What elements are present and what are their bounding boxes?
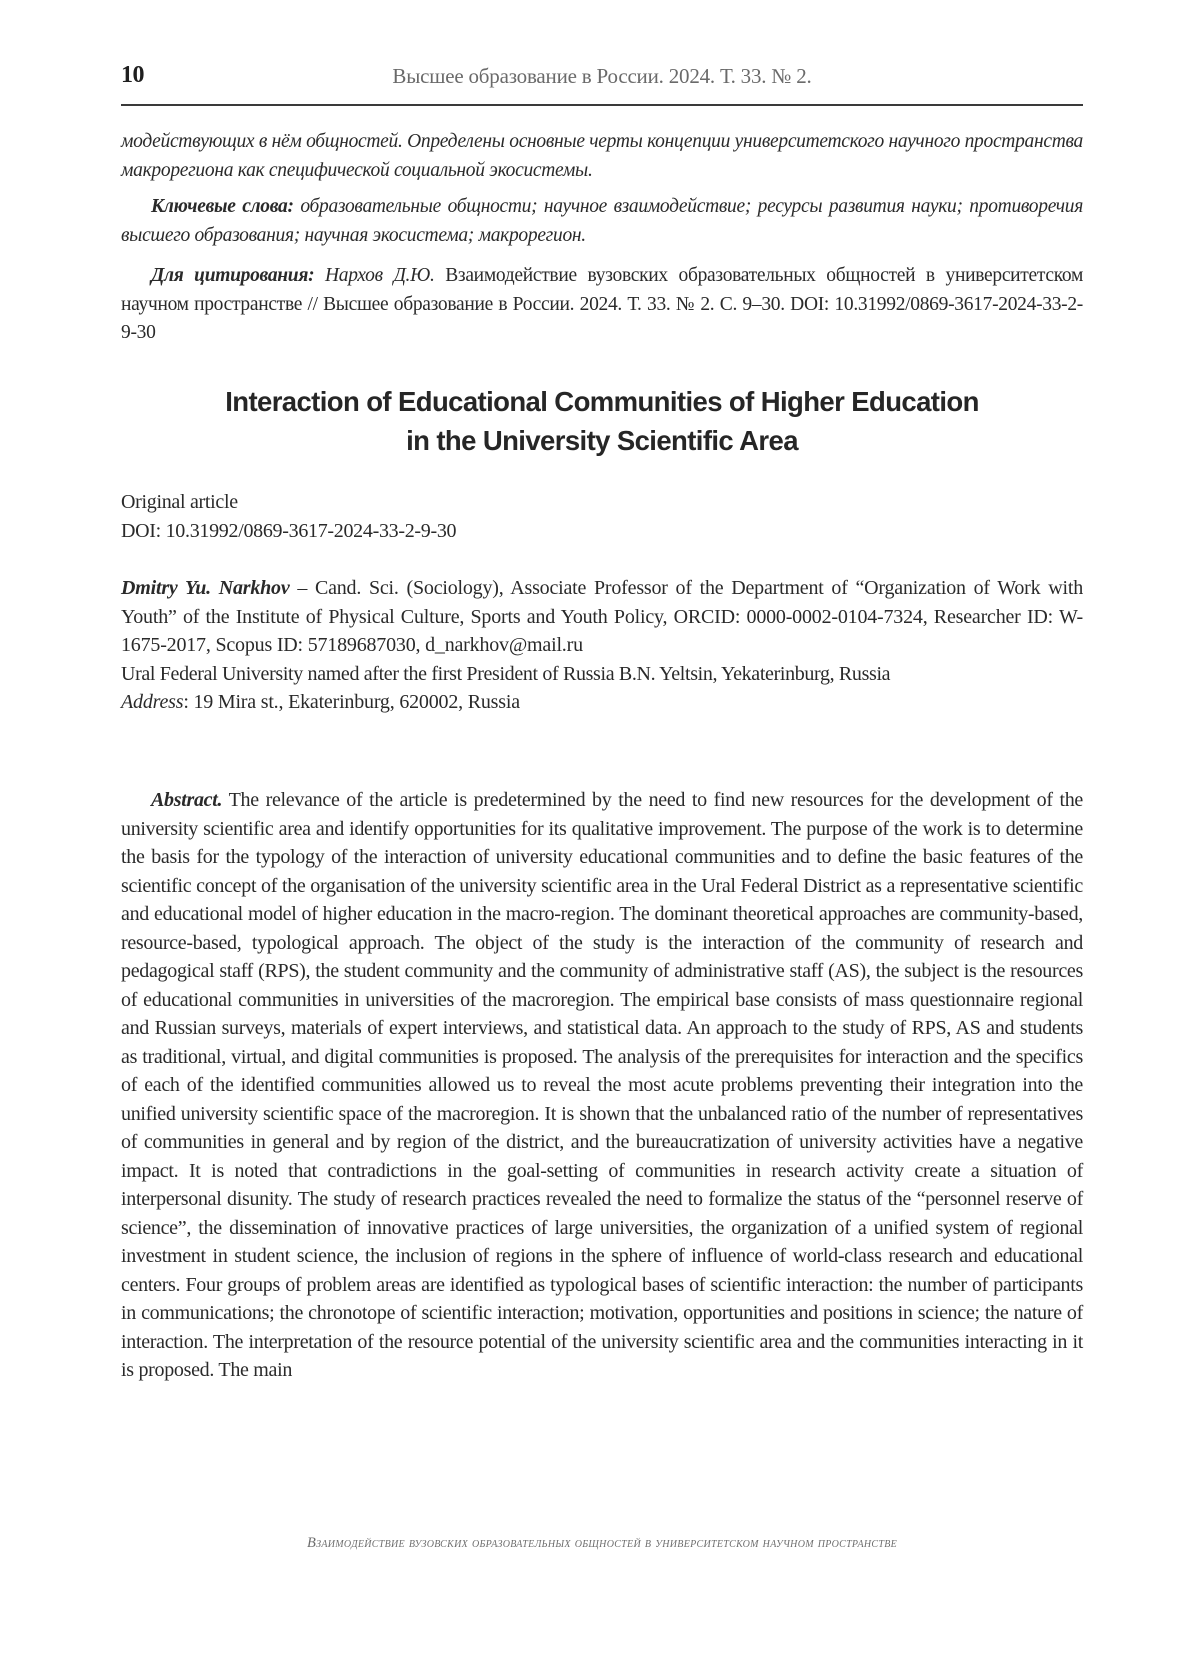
abstract-text: The relevance of the article is predetermined by the need to find new resources for the development of the university scientific area and identify opportunities for its qualitative improvement. The purpose of the work is to determine the basis for the typology of the interaction of university educational communities and to define the basic features of the scientific concept of the organisation of the university scientific area in the Ural Federal District as a representative scientific and educational model of higher education in the macro-region. The dominant theoretical approaches are community-based, resource-based, typological approach. The object of the study is the interaction of the community of research and pedagogical staff (RPS), the student community and the community of administrative staff (AS), the subject is the resources of educational communities in universities of the macroregion. The empirical base consists of mass questionnaire regional and Russian surveys, materials of expert interviews, and statistical data. An approach to the study of RPS, AS and students as traditional, virtual, and digital communities is proposed. The analysis of the prerequisites for interaction and the specifics of each of the identified communities allowed us to reveal the most acute problems preventing their integration into the unified university scientific space of the macroregion. It is shown that the unbalanced ratio of the number of representatives of communities in general and by region of the district, and the bureaucratization of university activities have a negative impact. It is noted that contradictions in the goal-setting of communities in research activity create a situation of interpersonal disunity. The study of research practices revealed the need to formalize the status of the “personnel reserve of science”, the dissemination of innovative practices of large universities, the organization of a unified system of regional investment in student science, the inclusion of regions in the sphere of influence of world-class research and educational centers. Four groups of problem areas are identified as typological bases of scientific interaction: the number of participants in communications; the chronotope of scientific interaction; motivation, opportunities and positions in science; the nature of interaction. The interpretation of the resource potential of the university scientific area and the communities interacting in it is proposed. The main [121, 789, 1083, 1381]
address-text: : 19 Mira st., Ekaterinburg, 620002, Russia [183, 691, 520, 713]
english-article-title [121, 382, 1083, 460]
citation-author: Нархов Д.Ю. [324, 265, 435, 286]
page-header [121, 58, 1083, 102]
page-number: 10 [121, 62, 144, 88]
article-meta [121, 488, 1083, 546]
author-address [121, 688, 1083, 717]
citation-section [121, 262, 1083, 348]
author-name: Dmitry Yu. Narkhov [121, 577, 290, 599]
russian-abstract-continuation: модействующих в нём общностей. Определены основные черты концепции университетского научного пространства макрорегиона как специфической социальной экосистемы. [121, 131, 1083, 181]
keywords-text: образовательные общности; научное взаимодействие; ресурсы развития науки; противоречия высшего образования; научная экосистема; макрорегион. [121, 196, 1084, 246]
article-doi: DOI: 10.31992/0869-3617-2024-33-2-9-30 [121, 520, 457, 542]
running-footer: Взаимодействие вузовских образовательных общностей в университетском научном пространстве [306, 1535, 898, 1551]
address-label: Address [121, 691, 184, 713]
citation-label: Для цитирования: [151, 265, 315, 286]
author-affiliation: Ural Federal University named after the first President of Russia B.N. Yeltsin, Yekaterinburg, Russia [121, 662, 891, 685]
author-description [121, 574, 1083, 660]
citation-text: Взаимодействие вузовских образовательных общностей в университетском научном пространстве // Высшее образование в России. 2024. Т. 33. № 2. С. 9–30. DOI: 10.31992/0869-3617-2024-33-2-9-30 [121, 265, 1083, 343]
russian-keywords [121, 193, 1083, 250]
citation-paragraph [121, 262, 1083, 348]
title-line-2: in the University Scientific Area [406, 425, 798, 456]
author-info [121, 574, 1083, 717]
keywords-label: Ключевые слова: [151, 196, 294, 217]
english-abstract [121, 786, 1083, 1385]
author-credentials: – Cand. Sci. (Sociology), Associate Professor of the Department of “Organization of Work with Youth” of the Institute of Physical Culture, Sports and Youth Policy, ORCID: 0000-0002-0104-7324, Researcher ID: W-1675-2017, Scopus ID: 57189687030, d_narkhov@mail.ru [121, 577, 1083, 656]
header-divider [121, 104, 1083, 106]
article-type: Original article [121, 491, 238, 513]
abstract-paragraph [121, 786, 1083, 1385]
abstract-label: Abstract. [151, 789, 223, 811]
russian-abstract-section [121, 128, 1083, 250]
title-line-1: Interaction of Educational Communities of Higher Education [225, 386, 979, 417]
running-title: Высшее образование в России. 2024. Т. 33. № 2. [392, 64, 812, 88]
